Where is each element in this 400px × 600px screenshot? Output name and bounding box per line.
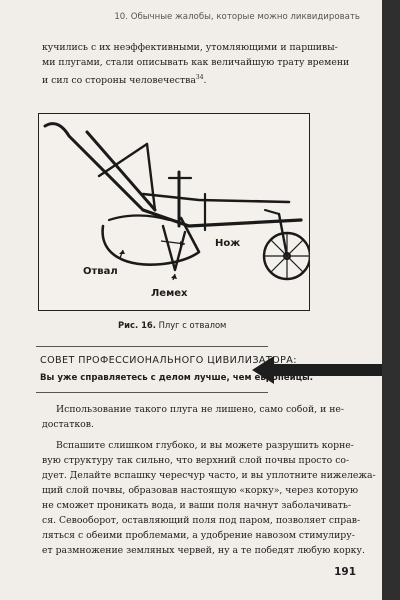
tip-rule-bottom xyxy=(36,392,268,393)
footnote-marker: 34 xyxy=(195,74,204,81)
intro-line-3 xyxy=(42,70,367,88)
caption-number: Рис. 16. xyxy=(118,320,156,330)
paragraph-1-line-1: Использование такого плуга не лишено, само собой, и не- xyxy=(56,404,345,415)
plow-figure xyxy=(38,113,310,311)
intro-line-1: кучились с их неэффективными, утомляющими и паршивы- xyxy=(42,42,338,53)
intro-text xyxy=(42,40,367,88)
paragraph-2-line-2: вую структуру так сильно, что верхний слой почвы просто со- xyxy=(42,455,350,466)
paragraph-2-line-6: ся. Севооборот, оставляющий поля под паром, позволяет справ- xyxy=(42,515,361,526)
label-knife: Нож xyxy=(215,238,241,249)
paragraph-2-line-8: ет размножение земляных червей, ну а те победят любую корку. xyxy=(42,545,365,556)
tip-text: Вы уже справляетесь с делом лучше, чем европейцы. xyxy=(40,373,314,383)
paragraph-2-line-1: Вспашите слишком глубоко, и вы можете разрушить корне- xyxy=(56,440,354,451)
caption-text: Плуг с отвалом xyxy=(158,320,227,330)
paragraph-2-line-7: ляться с обеими проблемами, а удобрение навозом стимулиру- xyxy=(42,530,355,541)
intro-line-2: ми плугами, стали описывать как величайшую трату времени xyxy=(42,57,350,68)
tip-rule-top xyxy=(36,346,268,347)
paragraph-1-line-2: достатков. xyxy=(42,419,94,430)
paragraph-2-line-3: дует. Делайте вспашку чересчур часто, и вы уплотните нижележа- xyxy=(42,470,376,481)
arrow-left-icon xyxy=(252,356,382,384)
intro-line-3-text: и сил со стороны человечества xyxy=(42,75,196,87)
figure-caption xyxy=(118,320,226,330)
main-text xyxy=(42,402,376,558)
paragraph-2-line-4: щий слой почвы, образовав настоящую «корку», через которую xyxy=(42,485,359,496)
running-head: 10. Обычные жалобы, которые можно ликвидировать xyxy=(114,12,360,22)
plow-illustration xyxy=(39,114,309,310)
label-moldboard: Отвал xyxy=(83,266,118,277)
tip-title: СОВЕТ ПРОФЕССИОНАЛЬНОГО ЦИВИЛИЗАТОРА: xyxy=(40,355,297,366)
paragraph-2-line-5: не сможет проникать вода, и ваши поля начнут заболачивать- xyxy=(42,500,352,511)
pro-tip-box xyxy=(36,346,314,394)
label-share: Лемех xyxy=(151,288,188,299)
page-number: 191 xyxy=(334,566,356,578)
intro-line-3-end: . xyxy=(203,75,207,87)
